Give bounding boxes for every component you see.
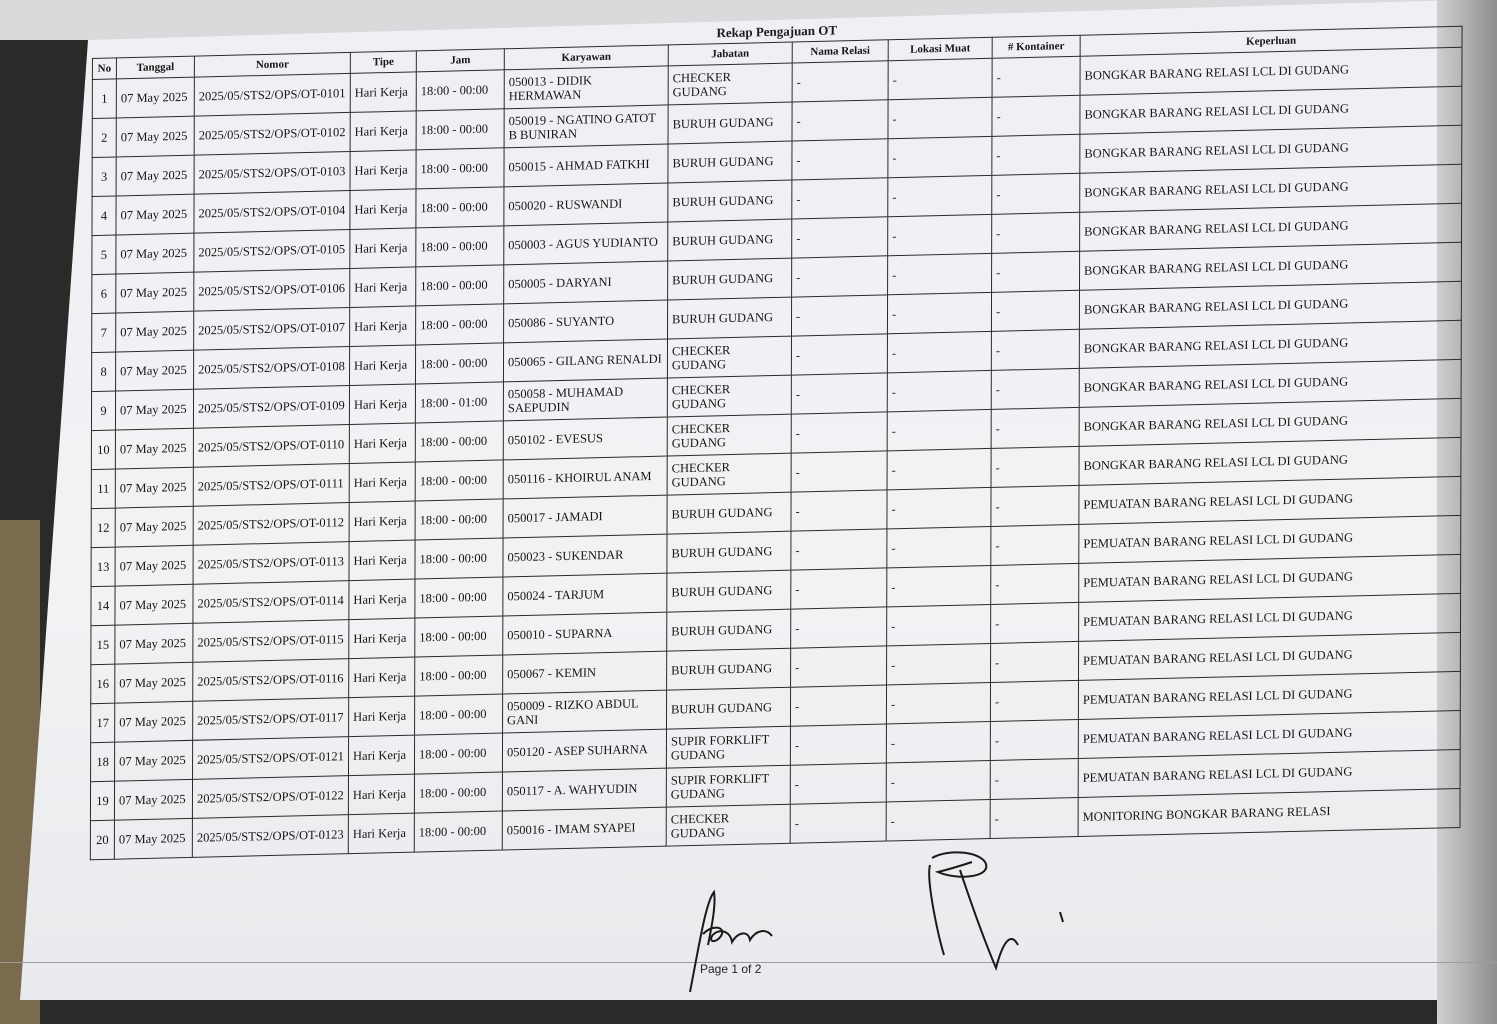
row-tanggal: 07 May 2025 <box>115 701 193 742</box>
row-jam: 18:00 - 00:00 <box>416 148 504 189</box>
row-kontainer: - <box>991 446 1079 487</box>
row-tipe: Hari Kerja <box>350 150 416 191</box>
header-tipe: Tipe <box>350 51 416 74</box>
row-tipe: Hari Kerja <box>350 111 416 152</box>
row-nomor: 2025/05/STS2/OPS/OT-0101 <box>194 73 350 116</box>
row-keperluan: BONGKAR BARANG RELASI LCL DI GUDANG <box>1080 47 1462 95</box>
row-karyawan: 050015 - AHMAD FATKHI <box>504 144 668 187</box>
row-keperluan: PEMUATAN BARANG RELASI LCL DI GUDANG <box>1078 749 1460 797</box>
row-tanggal: 07 May 2025 <box>116 194 194 235</box>
row-kontainer: - <box>991 602 1079 643</box>
row-keperluan: PEMUATAN BARANG RELASI LCL DI GUDANG <box>1079 515 1461 563</box>
row-nama-relasi: - <box>791 412 887 453</box>
row-kontainer: - <box>991 485 1079 526</box>
row-karyawan: 050017 - JAMADI <box>503 495 667 538</box>
row-tipe: Hari Kerja <box>348 774 414 815</box>
row-nama-relasi: - <box>792 256 888 297</box>
row-nama-relasi: - <box>791 568 887 609</box>
row-lokasi-muat: - <box>887 292 991 333</box>
row-no: 17 <box>91 703 115 743</box>
row-jabatan: BURUH GUDANG <box>668 102 792 144</box>
row-kontainer: - <box>992 251 1080 292</box>
row-karyawan: 050003 - AGUS YUDIANTO <box>504 222 668 265</box>
row-keperluan: BONGKAR BARANG RELASI LCL DI GUDANG <box>1080 125 1462 173</box>
row-jabatan: BURUH GUDANG <box>668 180 792 222</box>
row-lokasi-muat: - <box>887 526 991 567</box>
row-karyawan: 050067 - KEMIN <box>503 651 667 694</box>
row-tipe: Hari Kerja <box>349 423 415 464</box>
row-tipe: Hari Kerja <box>349 540 415 581</box>
row-tanggal: 07 May 2025 <box>116 155 194 196</box>
row-jam: 18:00 - 00:00 <box>415 655 503 696</box>
row-lokasi-muat: - <box>886 800 990 841</box>
row-nama-relasi: - <box>791 529 887 570</box>
row-karyawan: 050016 - IMAM SYAPEI <box>502 807 666 850</box>
row-tipe: Hari Kerja <box>349 579 415 620</box>
header-kontainer: # Kontainer <box>992 35 1080 58</box>
row-no: 18 <box>91 742 115 782</box>
row-nomor: 2025/05/STS2/OPS/OT-0123 <box>192 815 348 858</box>
row-tipe: Hari Kerja <box>350 228 416 269</box>
row-karyawan: 050023 - SUKENDAR <box>503 534 667 577</box>
row-nomor: 2025/05/STS2/OPS/OT-0121 <box>193 737 349 780</box>
row-kontainer: - <box>991 641 1079 682</box>
row-jam: 18:00 - 00:00 <box>416 226 504 267</box>
row-nomor: 2025/05/STS2/OPS/OT-0117 <box>193 698 349 741</box>
row-jabatan: CHECKER GUDANG <box>666 804 790 846</box>
row-nomor: 2025/05/STS2/OPS/OT-0111 <box>193 464 349 507</box>
row-tipe: Hari Kerja <box>350 189 416 230</box>
row-nama-relasi: - <box>792 217 888 258</box>
row-nama-relasi: - <box>792 178 888 219</box>
row-jam: 18:00 - 00:00 <box>415 538 503 579</box>
row-jabatan: BURUH GUDANG <box>668 141 792 183</box>
row-no: 16 <box>91 664 115 704</box>
row-no: 11 <box>91 469 115 509</box>
row-keperluan: BONGKAR BARANG RELASI LCL DI GUDANG <box>1080 164 1462 212</box>
row-tanggal: 07 May 2025 <box>115 545 193 586</box>
row-tipe: Hari Kerja <box>350 267 416 308</box>
row-jabatan: BURUH GUDANG <box>667 492 791 534</box>
row-lokasi-muat: - <box>887 409 991 450</box>
row-lokasi-muat: - <box>888 175 992 216</box>
row-jam: 18:00 - 00:00 <box>414 733 502 774</box>
row-keperluan: BONGKAR BARANG RELASI LCL DI GUDANG <box>1079 320 1461 368</box>
row-nomor: 2025/05/STS2/OPS/OT-0122 <box>192 776 348 819</box>
row-jam: 18:00 - 00:00 <box>415 460 503 501</box>
row-nomor: 2025/05/STS2/OPS/OT-0103 <box>194 151 350 194</box>
row-tanggal: 07 May 2025 <box>115 428 193 469</box>
row-no: 13 <box>91 547 115 587</box>
row-nama-relasi: - <box>790 763 886 804</box>
row-jabatan: SUPIR FORKLIFT GUDANG <box>666 765 790 807</box>
row-kontainer: - <box>992 173 1080 214</box>
row-jabatan: SUPIR FORKLIFT GUDANG <box>666 726 790 768</box>
row-no: 20 <box>90 820 114 860</box>
row-lokasi-muat: - <box>888 97 992 138</box>
row-karyawan: 050005 - DARYANI <box>504 261 668 304</box>
row-lokasi-muat: - <box>887 604 991 645</box>
row-nama-relasi: - <box>790 802 886 843</box>
row-tanggal: 07 May 2025 <box>116 116 194 157</box>
row-kontainer: - <box>991 329 1079 370</box>
row-jabatan: BURUH GUDANG <box>667 570 791 612</box>
row-keperluan: PEMUATAN BARANG RELASI LCL DI GUDANG <box>1078 710 1460 758</box>
row-tanggal: 07 May 2025 <box>115 662 193 703</box>
header-karyawan: Karyawan <box>504 45 668 70</box>
row-tanggal: 07 May 2025 <box>114 779 192 820</box>
header-jam: Jam <box>416 49 504 72</box>
row-karyawan: 050102 - EVESUS <box>503 417 667 460</box>
row-tipe: Hari Kerja <box>350 345 416 386</box>
row-keperluan: PEMUATAN BARANG RELASI LCL DI GUDANG <box>1079 554 1461 602</box>
row-karyawan: 050065 - GILANG RENALDI <box>503 339 667 382</box>
header-nomor: Nomor <box>194 52 350 77</box>
row-kontainer: - <box>991 368 1079 409</box>
row-jam: 18:00 - 00:00 <box>415 343 503 384</box>
row-jam: 18:00 - 00:00 <box>414 772 502 813</box>
row-tanggal: 07 May 2025 <box>115 389 193 430</box>
row-jabatan: BURUH GUDANG <box>667 648 791 690</box>
row-kontainer: - <box>991 407 1079 448</box>
row-lokasi-muat: - <box>886 683 990 724</box>
row-lokasi-muat: - <box>887 448 991 489</box>
row-nama-relasi: - <box>792 100 888 141</box>
row-jabatan: BURUH GUDANG <box>668 258 792 300</box>
row-nomor: 2025/05/STS2/OPS/OT-0113 <box>193 542 349 585</box>
row-lokasi-muat: - <box>887 487 991 528</box>
row-jabatan: CHECKER GUDANG <box>667 414 791 456</box>
row-jabatan: BURUH GUDANG <box>667 609 791 651</box>
row-kontainer: - <box>990 758 1078 799</box>
row-lokasi-muat: - <box>887 643 991 684</box>
row-tanggal: 07 May 2025 <box>116 350 194 391</box>
row-karyawan: 050058 - MUHAMAD SAEPUDIN <box>503 378 667 421</box>
header-keperluan: Keperluan <box>1080 26 1462 56</box>
row-no: 2 <box>92 118 116 158</box>
row-jabatan: CHECKER GUDANG <box>667 453 791 495</box>
row-jam: 18:00 - 00:00 <box>416 304 504 345</box>
row-nomor: 2025/05/STS2/OPS/OT-0104 <box>194 190 350 233</box>
row-kontainer: - <box>990 719 1078 760</box>
row-no: 4 <box>92 196 116 236</box>
row-karyawan: 050010 - SUPARNA <box>503 612 667 655</box>
row-lokasi-muat: - <box>888 214 992 255</box>
row-nama-relasi: - <box>791 490 887 531</box>
row-jabatan: CHECKER GUDANG <box>667 336 791 378</box>
row-lokasi-muat: - <box>888 136 992 177</box>
row-no: 7 <box>92 313 116 353</box>
row-no: 5 <box>92 235 116 275</box>
row-keperluan: BONGKAR BARANG RELASI LCL DI GUDANG <box>1079 398 1461 446</box>
row-nama-relasi: - <box>791 646 887 687</box>
row-karyawan: 050020 - RUSWANDI <box>504 183 668 226</box>
overtime-table <box>90 26 1463 861</box>
row-tipe: Hari Kerja <box>349 384 415 425</box>
row-tipe: Hari Kerja <box>349 501 415 542</box>
row-lokasi-muat: - <box>886 722 990 763</box>
row-jam: 18:00 - 01:00 <box>415 382 503 423</box>
row-keperluan: BONGKAR BARANG RELASI LCL DI GUDANG <box>1079 281 1461 329</box>
row-keperluan: BONGKAR BARANG RELASI LCL DI GUDANG <box>1080 203 1462 251</box>
row-jam: 18:00 - 00:00 <box>416 265 504 306</box>
row-keperluan: PEMUATAN BARANG RELASI LCL DI GUDANG <box>1079 593 1461 641</box>
row-kontainer: - <box>991 524 1079 565</box>
row-jabatan: BURUH GUDANG <box>668 219 792 261</box>
row-karyawan: 050117 - A. WAHYUDIN <box>502 768 666 811</box>
row-tipe: Hari Kerja <box>350 72 416 113</box>
row-tipe: Hari Kerja <box>348 813 414 854</box>
header-jabatan: Jabatan <box>668 42 792 66</box>
row-kontainer: - <box>992 134 1080 175</box>
row-lokasi-muat: - <box>887 370 991 411</box>
row-nomor: 2025/05/STS2/OPS/OT-0116 <box>193 659 349 702</box>
row-jabatan: CHECKER GUDANG <box>667 375 791 417</box>
row-nomor: 2025/05/STS2/OPS/OT-0109 <box>193 386 349 429</box>
row-tanggal: 07 May 2025 <box>115 506 193 547</box>
row-tanggal: 07 May 2025 <box>116 272 194 313</box>
row-jam: 18:00 - 00:00 <box>415 577 503 618</box>
row-keperluan: PEMUATAN BARANG RELASI LCL DI GUDANG <box>1078 671 1460 719</box>
row-kontainer: - <box>992 212 1080 253</box>
row-nama-relasi: - <box>792 139 888 180</box>
row-keperluan: BONGKAR BARANG RELASI LCL DI GUDANG <box>1079 359 1461 407</box>
page-number: Page 1 of 2 <box>700 962 762 976</box>
header-nama-relasi: Nama Relasi <box>792 40 888 63</box>
row-jabatan: BURUH GUDANG <box>667 531 791 573</box>
row-karyawan: 050120 - ASEP SUHARNA <box>502 729 666 772</box>
row-karyawan: 050009 - RIZKO ABDUL GANI <box>503 690 667 733</box>
row-tipe: Hari Kerja <box>349 657 415 698</box>
row-lokasi-muat: - <box>888 58 992 99</box>
row-no: 1 <box>92 79 116 119</box>
header-tanggal: Tanggal <box>116 56 194 79</box>
row-keperluan: BONGKAR BARANG RELASI LCL DI GUDANG <box>1080 86 1462 134</box>
row-jam: 18:00 - 00:00 <box>416 187 504 228</box>
row-no: 9 <box>91 391 115 431</box>
row-karyawan: 050013 - DIDIK HERMAWAN <box>504 66 668 109</box>
row-jabatan: CHECKER GUDANG <box>668 63 792 105</box>
row-no: 6 <box>92 274 116 314</box>
row-keperluan: BONGKAR BARANG RELASI LCL DI GUDANG <box>1080 242 1462 290</box>
row-lokasi-muat: - <box>888 253 992 294</box>
row-keperluan: MONITORING BONGKAR BARANG RELASI <box>1078 788 1460 836</box>
row-jabatan: BURUH GUDANG <box>668 297 792 339</box>
row-lokasi-muat: - <box>887 565 991 606</box>
row-kontainer: - <box>990 797 1078 838</box>
row-tipe: Hari Kerja <box>349 462 415 503</box>
row-tipe: Hari Kerja <box>349 696 415 737</box>
row-nomor: 2025/05/STS2/OPS/OT-0115 <box>193 620 349 663</box>
row-kontainer: - <box>991 563 1079 604</box>
row-jam: 18:00 - 00:00 <box>415 616 503 657</box>
row-karyawan: 050116 - KHOIRUL ANAM <box>503 456 667 499</box>
document-title: Rekap Pengajuan OT <box>716 22 838 41</box>
row-tanggal: 07 May 2025 <box>116 233 194 274</box>
row-tipe: Hari Kerja <box>349 618 415 659</box>
row-no: 8 <box>92 352 116 392</box>
header-lokasi-muat: Lokasi Muat <box>888 37 992 60</box>
row-no: 3 <box>92 157 116 197</box>
row-tanggal: 07 May 2025 <box>115 584 193 625</box>
row-jabatan: BURUH GUDANG <box>666 687 790 729</box>
row-jam: 18:00 - 00:00 <box>415 499 503 540</box>
row-nama-relasi: - <box>791 295 887 336</box>
row-karyawan: 050024 - TARJUM <box>503 573 667 616</box>
row-no: 15 <box>91 625 115 665</box>
row-tanggal: 07 May 2025 <box>116 311 194 352</box>
row-kontainer: - <box>992 95 1080 136</box>
row-nomor: 2025/05/STS2/OPS/OT-0106 <box>194 268 350 311</box>
row-jam: 18:00 - 00:00 <box>416 70 504 111</box>
header-no: No <box>92 58 116 80</box>
row-tipe: Hari Kerja <box>350 306 416 347</box>
row-nama-relasi: - <box>791 607 887 648</box>
row-tanggal: 07 May 2025 <box>114 818 192 859</box>
row-no: 10 <box>91 430 115 470</box>
row-nama-relasi: - <box>791 334 887 375</box>
row-jam: 18:00 - 00:00 <box>415 694 503 735</box>
row-no: 12 <box>91 508 115 548</box>
row-nama-relasi: - <box>791 373 887 414</box>
row-jam: 18:00 - 00:00 <box>414 811 502 852</box>
row-nomor: 2025/05/STS2/OPS/OT-0112 <box>193 503 349 546</box>
row-kontainer: - <box>990 680 1078 721</box>
row-tanggal: 07 May 2025 <box>116 77 194 118</box>
row-tanggal: 07 May 2025 <box>115 467 193 508</box>
row-jam: 18:00 - 00:00 <box>416 109 504 150</box>
row-nomor: 2025/05/STS2/OPS/OT-0108 <box>194 347 350 390</box>
row-no: 14 <box>91 586 115 626</box>
row-no: 19 <box>90 781 114 821</box>
document-sheet <box>90 6 1462 861</box>
row-nama-relasi: - <box>790 724 886 765</box>
row-nama-relasi: - <box>792 61 888 102</box>
row-kontainer: - <box>992 56 1080 97</box>
row-tanggal: 07 May 2025 <box>115 740 193 781</box>
row-lokasi-muat: - <box>886 761 990 802</box>
row-kontainer: - <box>991 290 1079 331</box>
row-lokasi-muat: - <box>887 331 991 372</box>
row-keperluan: PEMUATAN BARANG RELASI LCL DI GUDANG <box>1079 476 1461 524</box>
row-jam: 18:00 - 00:00 <box>415 421 503 462</box>
row-nama-relasi: - <box>791 451 887 492</box>
row-nomor: 2025/05/STS2/OPS/OT-0105 <box>194 229 350 272</box>
row-karyawan: 050086 - SUYANTO <box>504 300 668 343</box>
row-tanggal: 07 May 2025 <box>115 623 193 664</box>
row-karyawan: 050019 - NGATINO GATOT B BUNIRAN <box>504 105 668 148</box>
row-tipe: Hari Kerja <box>348 735 414 776</box>
row-nomor: 2025/05/STS2/OPS/OT-0110 <box>193 425 349 468</box>
row-keperluan: BONGKAR BARANG RELASI LCL DI GUDANG <box>1079 437 1461 485</box>
row-nama-relasi: - <box>790 685 886 726</box>
row-nomor: 2025/05/STS2/OPS/OT-0102 <box>194 112 350 155</box>
row-keperluan: PEMUATAN BARANG RELASI LCL DI GUDANG <box>1078 632 1460 680</box>
row-nomor: 2025/05/STS2/OPS/OT-0107 <box>194 308 350 351</box>
row-nomor: 2025/05/STS2/OPS/OT-0114 <box>193 581 349 624</box>
